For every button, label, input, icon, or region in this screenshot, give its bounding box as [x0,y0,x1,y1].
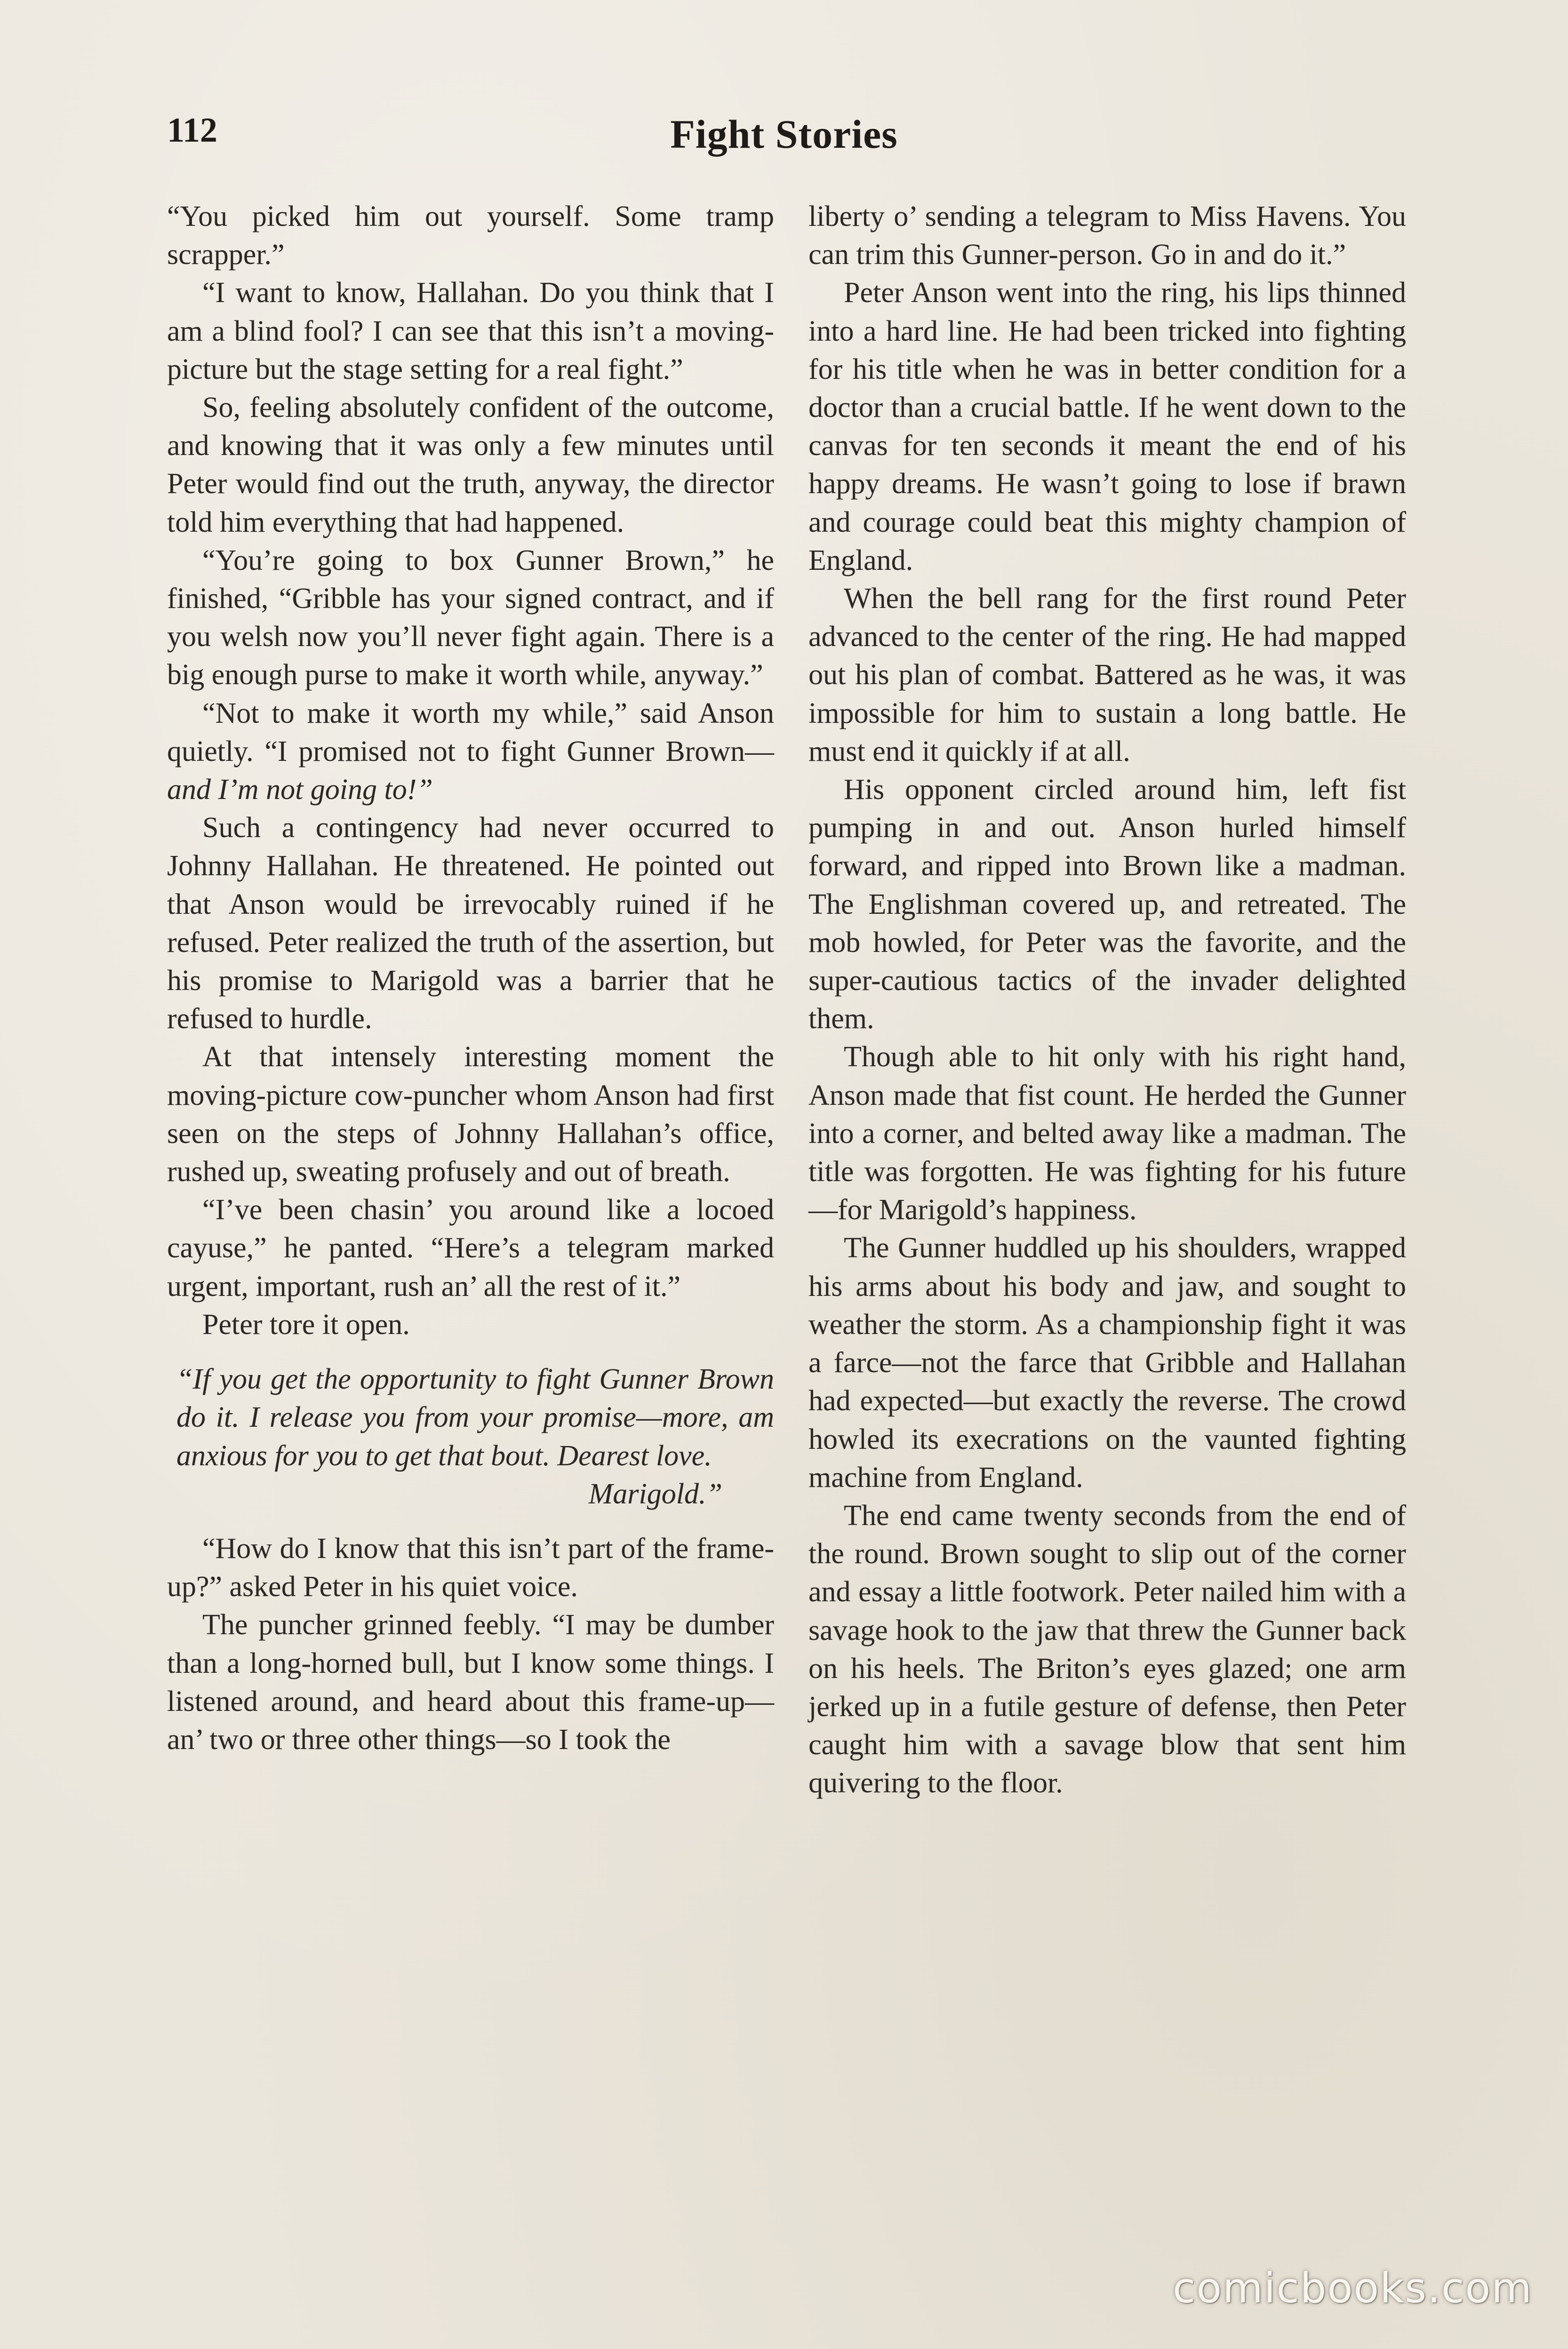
paragraph: “I want to know, Hallahan. Do you think that I am a blind fool? I can see that this isn’t a moving-picture but the stage setting for a real fight.” [167,277,774,385]
dialogue-text: “Not to make it worth my while,” said Anson quietly. “I promised not to fight Gunner Brown— [167,697,774,767]
paragraph: “You picked him out yourself. Some tramp scrapper.” [167,200,774,271]
running-title: Fight Stories [670,112,898,157]
paragraph: The Gunner huddled up his shoulders, wrapped his arms about his body and jaw, and sought to weather the storm. As a championship fight it was a farce—not the farce that Gribble and Hallahan had expected—but exactly the reverse. The crowd howled its execrations on the vaunted fighting machine from England. [808,1232,1406,1494]
paragraph: The end came twenty seconds from the end of the round. Brown sought to slip out of the corner and essay a little footwork. Peter nailed him with a savage hook to the jaw that threw the Gunner back on his heels. The Briton’s eyes glazed; one arm jerked up in a futile gesture of defense, then Peter caught him with a savage blow that sent him quivering to the floor. [808,1499,1406,1799]
left-column [167,198,774,1759]
paragraph: Peter Anson went into the ring, his lips thinned into a hard line. He had been tricked into fighting for his title when he was in better condition for a doctor than a crucial battle. If he went down to the canvas for ten seconds it meant the end of his happy dreams. He wasn’t going to lose if brawn and courage could beat this mighty champion of England. [808,277,1406,576]
paragraph: So, feeling absolutely confident of the outcome, and knowing that it was only a few minutes until Peter would find out the truth, anyway, the director told him everything that had happened. [167,392,774,538]
emphasized-text: and I’m not going to!” [167,774,433,806]
paragraph: “You’re going to box Gunner Brown,” he finished, “Gribble has your signed contract, and if you welsh now you’ll never fight again. There is a big enough purse to make it worth while, anyway.” [167,544,774,691]
page-header [167,111,1401,162]
paragraph: At that intensely interesting moment the moving-picture cow-puncher whom Anson had first seen on the steps of Johnny Hallahan’s office, rushed up, sweating profusely and out of breath. [167,1041,774,1188]
paragraph: Such a contingency had never occurred to Johnny Hallahan. He threatened. He pointed out that Anson would be irrevocably ruined if he refused. Peter realized the truth of the assertion, but his promise to Marigold was a barrier that he refused to hurdle. [167,812,774,1035]
telegram-body: “If you get the opportunity to fight Gunner Brown do it. I release you from your promise—more, am anxious for you to get that bout. Dearest love. [176,1363,774,1472]
paragraph: The puncher grinned feebly. “I may be dumber than a long-horned bull, but I know some things. I listened around, and heard about this frame-up—an’ two or three other things—so I took the [167,1609,774,1756]
telegram-signature: Marigold.” [588,1478,722,1510]
paragraph: When the bell rang for the first round Peter advanced to the center of the ring. He had mapped out his plan of combat. Battered as he was, it was impossible for him to sustain a long battle. He must end it quickly if at all. [808,583,1406,767]
telegram-text [176,1360,774,1513]
paragraph: “I’ve been chasin’ you around like a locoed cayuse,” he panted. “Here’s a telegram marked urgent, important, rush an’ all the rest of it.” [167,1194,774,1302]
paragraph: Though able to hit only with his right hand, Anson made that fist count. He herded the Gunner into a corner, and belted away like a madman. The title was forgotten. He was fighting for his future—for Marigold’s happiness. [808,1041,1406,1226]
right-column [808,198,1406,1803]
paragraph [167,695,774,809]
paragraph: “How do I know that this isn’t part of the frame-up?” asked Peter in his quiet voice. [167,1532,774,1603]
page-number: 112 [167,111,217,150]
paragraph: liberty o’ sending a telegram to Miss Havens. You can trim this Gunner-person. Go in and do it.” [808,200,1406,271]
paragraph: His opponent circled around him, left fist pumping in and out. Anson hurled himself forward, and ripped into Brown like a madman. The Englishman covered up, and retreated. The mob howled, for Peter was the favorite, and the super-cautious tactics of the invader delighted them. [808,774,1406,1035]
watermark: comicbooks.com [1172,2264,1533,2312]
paragraph: Peter tore it open. [202,1308,410,1341]
